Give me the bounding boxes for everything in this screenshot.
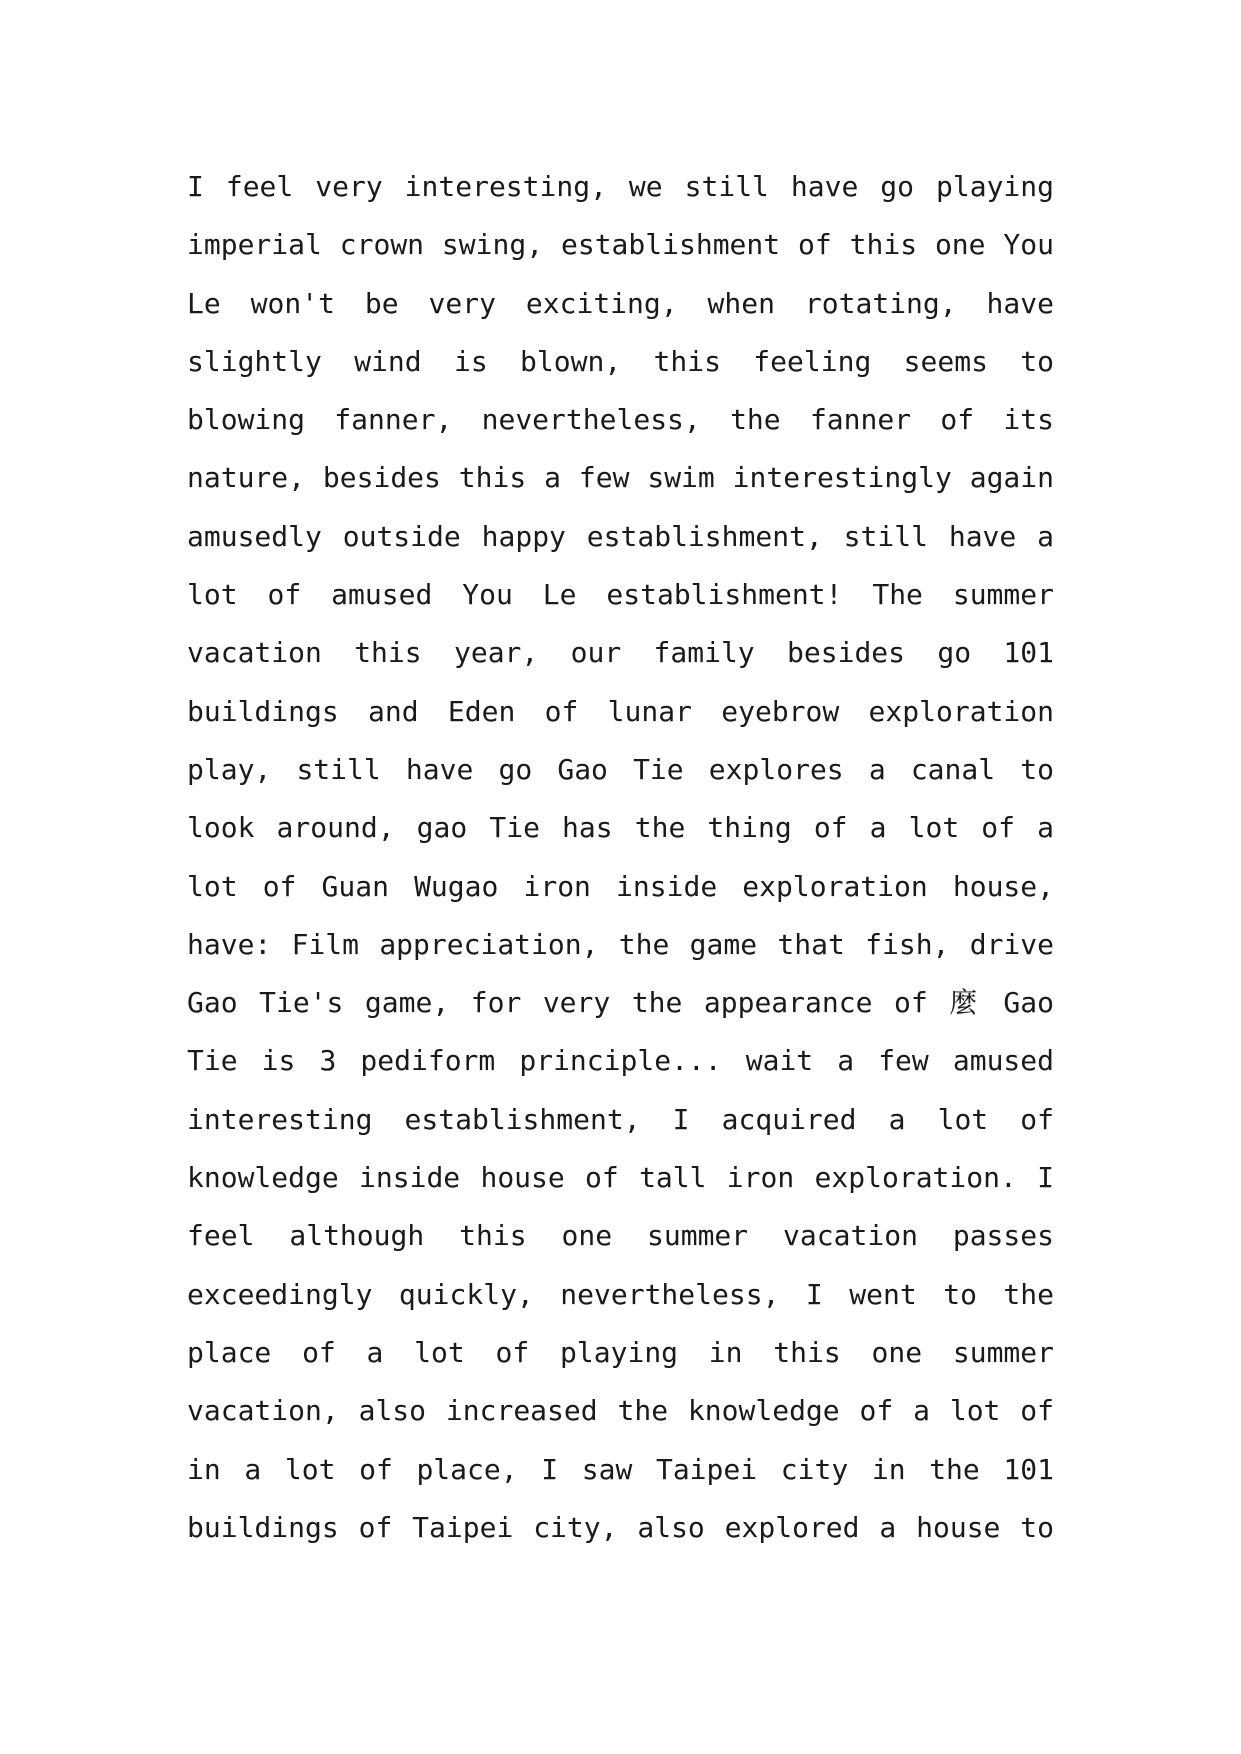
text-line: I feel very interesting, we still have go playing [187,170,1054,203]
text-line: lot of amused You Le establishment! The summer [187,578,1054,612]
text-line: knowledge inside house of tall iron exploration. I [187,1161,1054,1195]
text-line: buildings and Eden of lunar eyebrow exploration [187,694,1054,728]
text-line: buildings of Taipei city, also explored a house to [187,1510,1054,1544]
text-line: play, still have go Gao Tie explores a canal to [187,752,1054,786]
text-line: have: Film appreciation, the game that fish, drive [187,927,1054,961]
text-line: imperial crown swing, establishment of this one You [187,228,1054,262]
text-line: vacation, also increased the knowledge of a lot of [187,1394,1054,1428]
text-line: Le won't be very exciting, when rotating, have [187,286,1054,320]
text-line: exceedingly quickly, nevertheless, I went to the [187,1277,1054,1311]
text-line: place of a lot of playing in this one summer [187,1335,1054,1369]
text-line: nature, besides this a few swim interestingly again [187,461,1054,495]
text-line: slightly wind is blown, this feeling seems to [187,344,1054,378]
text-line: look around, gao Tie has the thing of a lot of a [187,811,1054,845]
text-line: amusedly outside happy establishment, still have a [187,519,1054,553]
text-line: Tie is 3 pediform principle... wait a few amused [187,1044,1054,1078]
text-line: in a lot of place, I saw Taipei city in the 101 [187,1452,1054,1486]
text-line: Gao Tie's game, for very the appearance of 麼 Gao [187,986,1054,1020]
text-line: interesting establishment, I acquired a lot of [187,1102,1054,1136]
text-line: blowing fanner, nevertheless, the fanner of its [187,403,1054,437]
body-text [187,158,1054,1557]
text-line: vacation this year, our family besides go 101 [187,636,1054,670]
text-line: feel although this one summer vacation passes [187,1219,1054,1253]
text-line: lot of Guan Wugao iron inside exploration house, [187,869,1054,903]
